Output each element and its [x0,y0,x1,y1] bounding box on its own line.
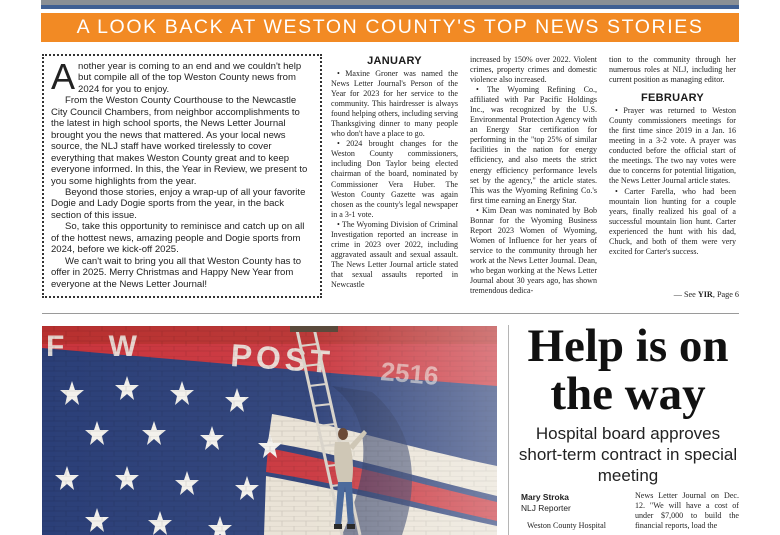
jump-prefix: — See [673,290,698,299]
lead-deck: Hospital board approves short-term contract in special meeting [518,424,738,485]
byline-role: NLJ Reporter [521,503,571,513]
byline-author: Mary Stroka [521,492,569,502]
intro-paragraph-1: nother year is coming to an end and we couldn't help but compile all of the top Weston County news from 2024 for you to enjoy. [78,61,302,95]
intro-paragraph-4: So, take this opportunity to reminisce and catch up on all of the hottest news, amazing people and Dogie sports from 2024, before we kick-off 2025. [51,221,305,256]
continued-jump-line[interactable] [609,290,739,299]
column-2-item: increased by 150% over 2022. Violent crimes, property crimes and domestic violence also increased. [470,55,597,85]
section-banner [41,13,739,42]
top-blue-strip [41,5,739,9]
section-divider [42,313,739,314]
ladder-top-bracket [290,326,338,332]
column-2-item: • Kim Dean was nominated by Bob Bonnar for the Wyoming Business Report 2023 Women of Wyoming, Women of Influence for her years of service to the community through her work at the News Letter Journal. Dean, who began working at the News Letter Journal about 30 years ago, has shown tremendous dedica- [470,205,597,296]
story-body-left: Weston County Hospital [527,521,606,530]
mural-photo-svg [42,326,497,535]
drop-cap: A [51,56,76,97]
column-3-lead: tion to the community through her numerous roles at NLJ, including her current position as managing editor. [609,55,736,85]
banner-title: A LOOK BACK AT WESTON COUNTY'S TOP NEWS STORIES [76,16,704,38]
lead-headline[interactable]: Help is on the way [527,320,729,420]
jump-key: YIR [697,290,713,299]
article-column-3 [609,55,736,301]
intro-paragraph-2: From the Weston County Courthouse to the Newcastle City Council Chambers, from neighbor accomplishments to the latest in high school sports, the News Letter Journal brought you the news that mattered. As your local news source, the NLJ staff have worked tirelessly to cover everything that makes Weston County great and to keep everyone informed. In this, the Year in Review, we present to you some highlights from the year. [51,95,308,187]
february-heading: FEBRUARY [640,92,705,105]
column-divider [508,325,509,535]
january-heading: JANUARY [367,55,422,67]
jump-suffix: , Page 6 [712,290,739,299]
story-body-right: News Letter Journal on Dec. 12. "We will have a cost of under $7,000 to build the financial reports, load the [635,491,739,531]
intro-paragraph-5: We can't wait to bring you all that Weston County has to offer in 2025. Merry Christmas and Happy New Year from everyone at the News Letter Journal! [51,255,302,290]
january-item: • 2024 brought changes for the Weston County commissioners, including Don Taylor being elected chairman of the board, nominated by Commissioner Vera Huber. The Weston County Gazette was again chosen as the county's legal newspaper in a 3-1 vote. [331,139,458,219]
january-item: • The Wyoming Division of Criminal Investigation reported an increase in crime in 2023 over 2022, including aggravated assault and sexual assault. The News Letter Journal article stated that sexual assaults reported in Newcastle [331,219,458,289]
february-item: • Prayer was returned to Weston County commissioners meetings for the first time since 2019 in a Jan. 16 meeting in a 3-2 vote. A prayer was conducted before the official start of the meetings. The two nay votes were due to concerns for potential litigation, the News Letter Journal article states. [609,106,736,186]
article-column-2 [470,55,597,301]
byline [521,492,571,514]
january-item: • Maxine Groner was named the News Letter Journal's Person of the Year for 2023 for her service to the community. This hairdresser is always found helping others, including serving Thanksgiving dinner to many people who don't have a place to go. [331,69,458,139]
intro-paragraph-3: Beyond those stories, enjoy a wrap-up of all your favorite Dogie and Lady Dogie sports from the year, in the back section of this issue. [51,186,306,221]
column-2-item: • The Wyoming Refining Co., affiliated with Par Pacific Holdings Inc., was recognized by the U.S. Environmental Protection Agency with an Energy Star certification for performing in the "top 25% of similar facilities in the nation for energy efficiency, and also meets the strict energy efficiency performance levels set by the agency," the article states. This was the Wyoming Refining Co.'s first time earning an Energy Star. [470,85,597,205]
intro-box [42,54,322,298]
mural-photo [42,326,497,535]
february-item: • Carter Farella, who had been mountain lion hunting for a couple years, finally realized his goal of a successful mountain lion hunt. Carter experienced the hunt with his dad, Chuck, and both of them were very excited for Carter's success. [609,186,736,256]
article-column-1 [331,55,458,301]
